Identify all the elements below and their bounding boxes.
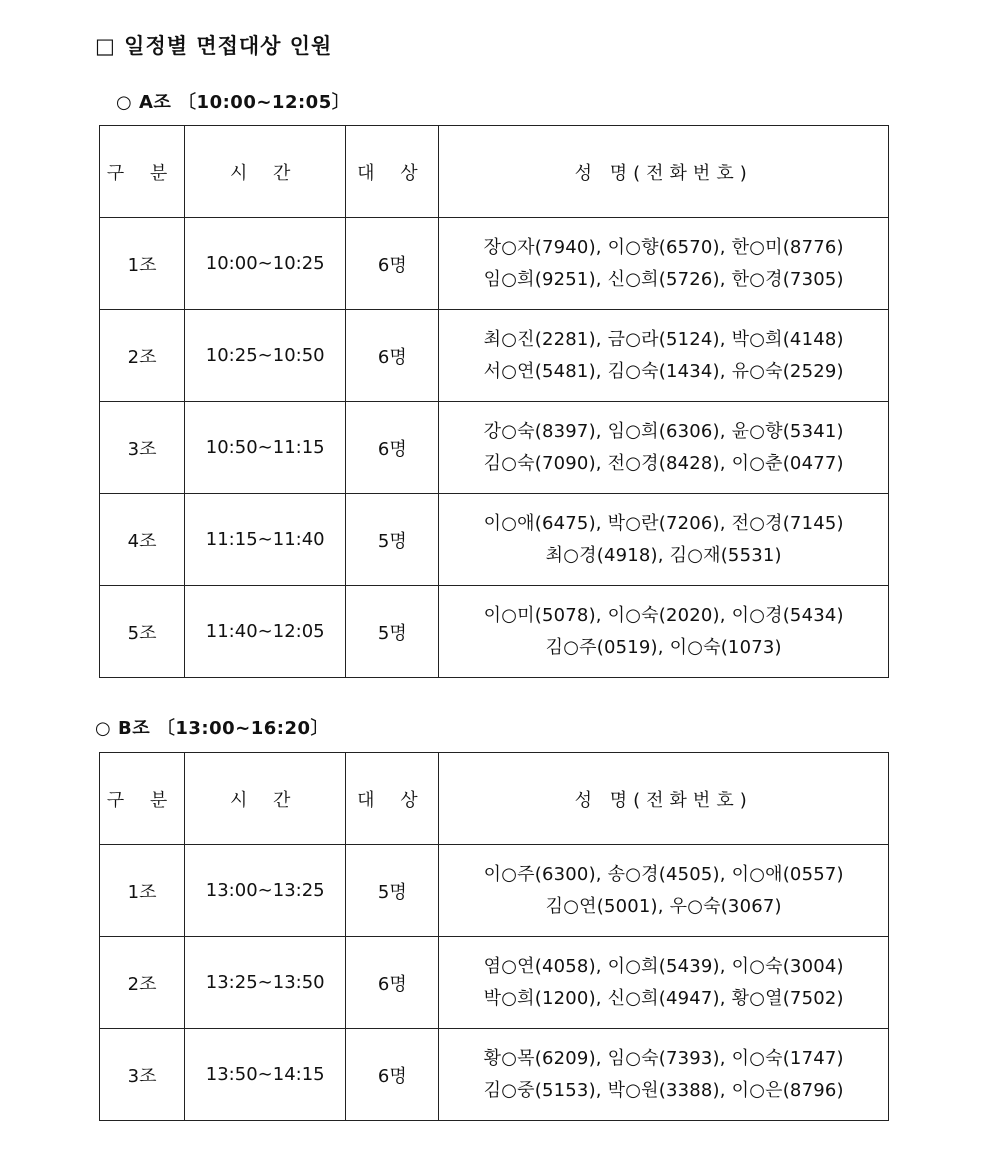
names-line-1: 강○숙(8397), 임○희(6306), 윤○향(5341) — [483, 420, 844, 442]
names-cell — [439, 494, 889, 586]
count-cell: 5명 — [346, 845, 439, 937]
section-heading-b: ○ B조 〔13:00∼16:20〕 — [95, 718, 330, 739]
table-header-row — [100, 753, 889, 845]
names-line-2: 김○숙(7090), 전○경(8428), 이○춘(0477) — [483, 452, 844, 474]
names-line-2: 임○희(9251), 신○희(5726), 한○경(7305) — [483, 268, 844, 290]
names-cell — [439, 402, 889, 494]
table-row — [100, 1029, 889, 1121]
schedule-table-a — [99, 125, 889, 678]
names-line-2: 서○연(5481), 김○숙(1434), 유○숙(2529) — [483, 360, 844, 382]
count-cell: 5명 — [346, 586, 439, 678]
group-cell: 3조 — [100, 1029, 185, 1121]
names-line-1: 이○미(5078), 이○숙(2020), 이○경(5434) — [483, 604, 844, 626]
time-cell: 10:00∼10:25 — [185, 218, 346, 310]
names-cell — [439, 937, 889, 1029]
names-line-2: 김○주(0519), 이○숙(1073) — [545, 636, 782, 658]
time-cell: 11:15∼11:40 — [185, 494, 346, 586]
names-cell — [439, 1029, 889, 1121]
table-row — [100, 494, 889, 586]
section-heading-a: ○ A조 〔10:00∼12:05〕 — [116, 92, 351, 113]
names-line-1: 염○연(4058), 이○희(5439), 이○숙(3004) — [483, 955, 844, 977]
names-line-2: 최○경(4918), 김○재(5531) — [545, 544, 782, 566]
schedule-table-b — [99, 752, 889, 1121]
names-line-2: 김○연(5001), 우○숙(3067) — [545, 895, 782, 917]
header-time: 시 간 — [185, 753, 346, 845]
names-line-1: 이○애(6475), 박○란(7206), 전○경(7145) — [483, 512, 844, 534]
names-line-1: 이○주(6300), 송○경(4505), 이○애(0557) — [483, 863, 844, 885]
names-line-2: 김○중(5153), 박○원(3388), 이○은(8796) — [483, 1079, 844, 1101]
group-cell: 1조 — [100, 218, 185, 310]
page-title: □ 일정별 면접대상 인원 — [95, 34, 333, 58]
table-row — [100, 845, 889, 937]
header-names: 성 명(전화번호) — [439, 126, 889, 218]
header-group: 구 분 — [100, 753, 185, 845]
header-count: 대 상 — [346, 753, 439, 845]
time-cell: 13:00∼13:25 — [185, 845, 346, 937]
names-line-2: 박○희(1200), 신○희(4947), 황○열(7502) — [483, 987, 844, 1009]
names-line-1: 장○자(7940), 이○향(6570), 한○미(8776) — [483, 236, 844, 258]
header-names: 성 명(전화번호) — [439, 753, 889, 845]
names-line-1: 최○진(2281), 금○라(5124), 박○희(4148) — [483, 328, 844, 350]
time-cell: 13:25∼13:50 — [185, 937, 346, 1029]
header-count: 대 상 — [346, 126, 439, 218]
time-cell: 11:40∼12:05 — [185, 586, 346, 678]
count-cell: 6명 — [346, 1029, 439, 1121]
names-cell — [439, 310, 889, 402]
names-cell — [439, 218, 889, 310]
header-group: 구 분 — [100, 126, 185, 218]
count-cell: 6명 — [346, 402, 439, 494]
table-row — [100, 218, 889, 310]
time-cell: 13:50∼14:15 — [185, 1029, 346, 1121]
table-row — [100, 402, 889, 494]
names-line-1: 황○목(6209), 임○숙(7393), 이○숙(1747) — [483, 1047, 844, 1069]
table-header-row — [100, 126, 889, 218]
count-cell: 6명 — [346, 937, 439, 1029]
table-row — [100, 310, 889, 402]
group-cell: 2조 — [100, 310, 185, 402]
group-cell: 2조 — [100, 937, 185, 1029]
group-cell: 3조 — [100, 402, 185, 494]
time-cell: 10:50∼11:15 — [185, 402, 346, 494]
count-cell: 5명 — [346, 494, 439, 586]
group-cell: 1조 — [100, 845, 185, 937]
count-cell: 6명 — [346, 218, 439, 310]
names-cell — [439, 586, 889, 678]
table-row — [100, 937, 889, 1029]
group-cell: 4조 — [100, 494, 185, 586]
header-time: 시 간 — [185, 126, 346, 218]
group-cell: 5조 — [100, 586, 185, 678]
names-cell — [439, 845, 889, 937]
table-row — [100, 586, 889, 678]
count-cell: 6명 — [346, 310, 439, 402]
time-cell: 10:25∼10:50 — [185, 310, 346, 402]
